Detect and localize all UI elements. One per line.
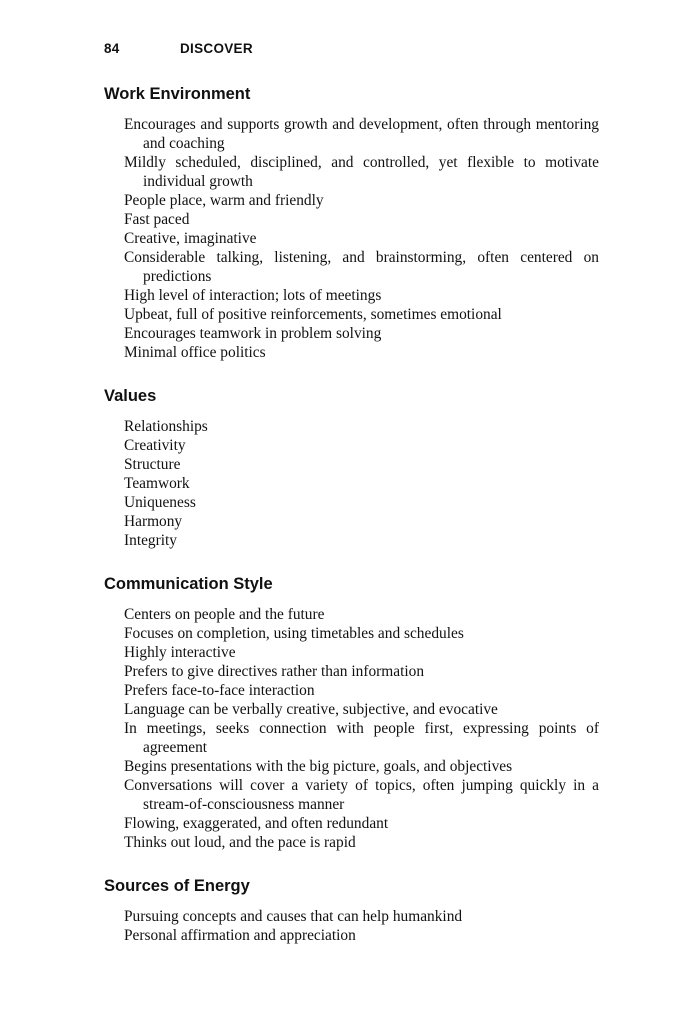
list-item: Teamwork — [124, 475, 190, 492]
section-heading: Sources of Energy — [104, 877, 250, 895]
list-item: Structure — [124, 456, 181, 473]
list-item: Personal affirmation and appreciation — [124, 927, 356, 944]
list-item: Fast paced — [124, 211, 190, 228]
page-number: 84 — [104, 41, 120, 56]
list-item: High level of interaction; lots of meetings — [124, 287, 382, 304]
section-work-environment — [104, 84, 599, 362]
list-item: Mildly scheduled, disciplined, and controlled, yet flexible to motivate individual growth — [124, 154, 599, 190]
list-item: Centers on people and the future — [124, 606, 325, 623]
list-item: Relationships — [124, 418, 208, 435]
section-heading: Communication Style — [104, 575, 273, 593]
list-item: Focuses on completion, using timetables and schedules — [124, 625, 464, 642]
list-item: Minimal office politics — [124, 344, 266, 361]
list-item: Creativity — [124, 437, 186, 454]
list-item: Conversations will cover a variety of topics, often jumping quickly in a stream-of-consciousness manner — [124, 777, 599, 813]
list-item: Harmony — [124, 513, 183, 530]
list-item: Uniqueness — [124, 494, 196, 511]
list-item: Prefers to give directives rather than information — [124, 663, 425, 680]
list-item: Highly interactive — [124, 644, 236, 661]
list-item: In meetings, seeks connection with people first, expressing points of agreement — [124, 720, 599, 756]
list-item: Thinks out loud, and the pace is rapid — [124, 834, 356, 851]
item-list — [104, 417, 599, 550]
running-title: DISCOVER — [180, 41, 253, 56]
item-list — [104, 605, 599, 852]
section-heading: Values — [104, 387, 157, 405]
item-list — [104, 115, 599, 362]
section-values — [104, 386, 599, 550]
list-item: Integrity — [124, 532, 177, 549]
section-heading: Work Environment — [104, 85, 251, 103]
list-item: Flowing, exaggerated, and often redundant — [124, 815, 389, 832]
list-item: Upbeat, full of positive reinforcements, sometimes emotional — [124, 306, 502, 323]
list-item: Pursuing concepts and causes that can help humankind — [124, 908, 463, 925]
running-head — [104, 41, 253, 56]
item-list — [104, 907, 599, 945]
list-item: Language can be verbally creative, subjective, and evocative — [124, 701, 498, 718]
list-item: Considerable talking, listening, and brainstorming, often centered on predictions — [124, 249, 599, 285]
section-communication-style — [104, 574, 599, 852]
list-item: People place, warm and friendly — [124, 192, 324, 209]
list-item: Encourages teamwork in problem solving — [124, 325, 382, 342]
section-sources-of-energy — [104, 876, 599, 945]
list-item: Prefers face-to-face interaction — [124, 682, 315, 699]
list-item: Begins presentations with the big picture, goals, and objectives — [124, 758, 513, 775]
list-item: Creative, imaginative — [124, 230, 257, 247]
list-item: Encourages and supports growth and development, often through mentoring and coaching — [124, 116, 599, 152]
